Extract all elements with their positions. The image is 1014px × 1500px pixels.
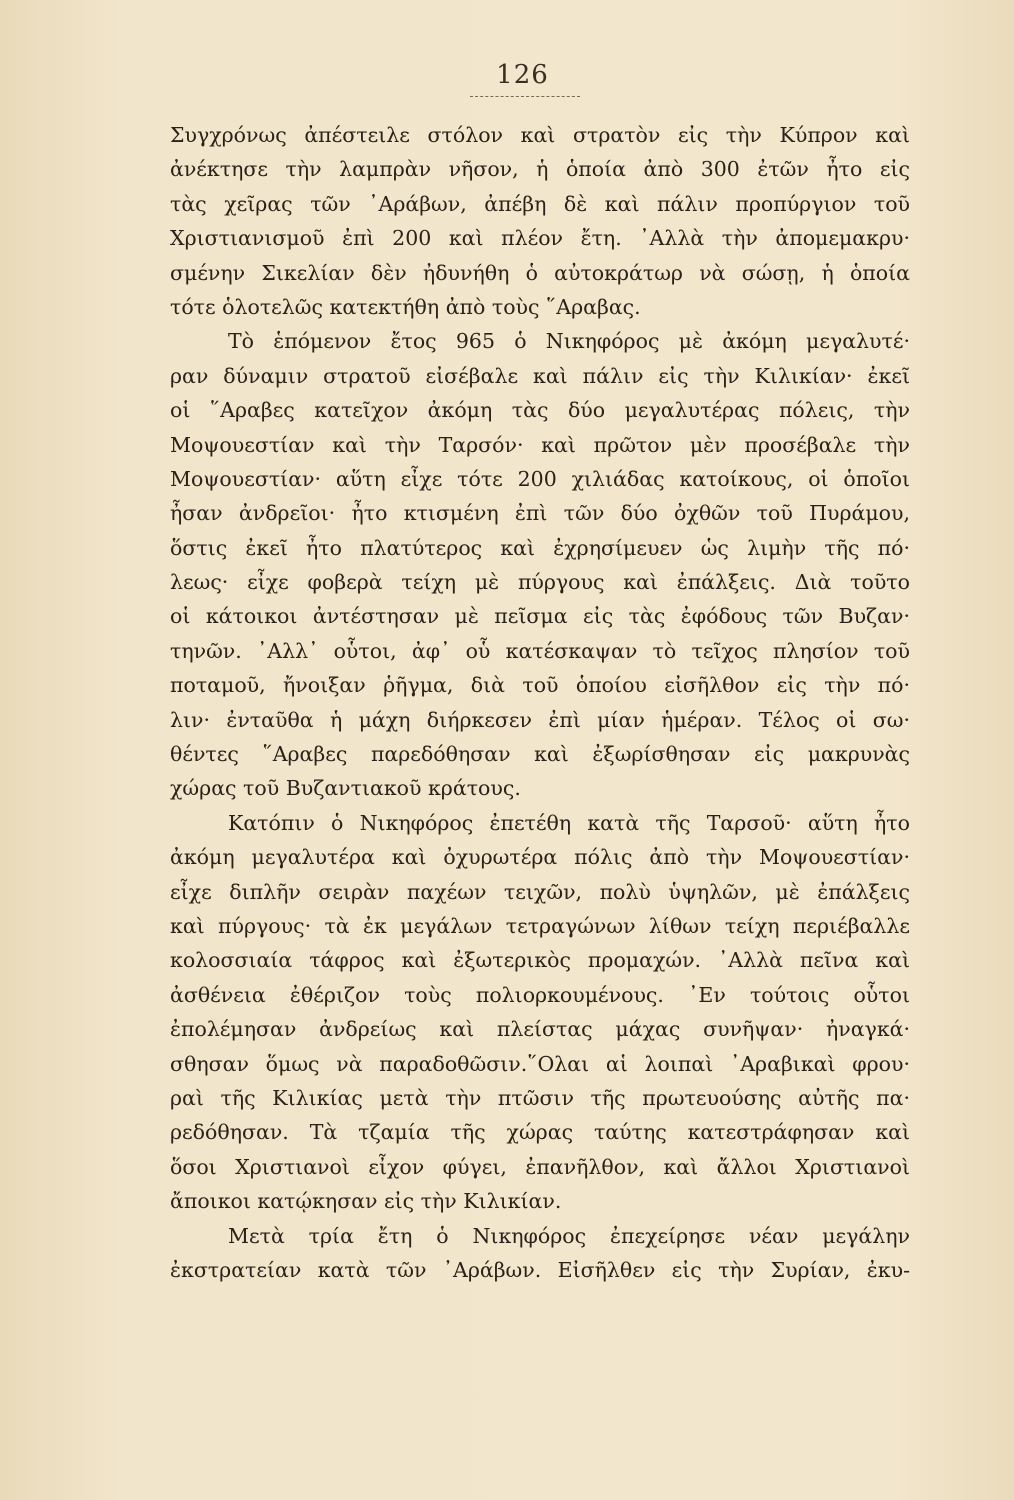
page-number: 126 — [496, 60, 549, 90]
text-line: καὶ πύργους· τὰ ἐκ μεγάλων τετραγώνων λίθων τείχη περιέβαλλε — [170, 913, 910, 938]
text-line: ὅστις ἐκεῖ ἦτο πλατύτερος καὶ ἐχρησίμευεν ὡς λιμὴν τῆς πό· — [170, 535, 910, 560]
text-line: λεως· εἶχε φοβερὰ τείχη μὲ πύργους καὶ ἐπάλξεις. Διὰ τοῦτο — [170, 570, 910, 595]
text-line: τότε ὁλοτελῶς κατεκτήθη ἀπὸ τοὺς ῞Αραβας. — [170, 294, 641, 319]
text-line: ἀκόμη μεγαλυτέρα καὶ ὀχυρωτέρα πόλις ἀπὸ τὴν Μοψουεστίαν· — [170, 845, 910, 870]
text-line: λιν· ἐνταῦθα ἡ μάχη διήρκεσεν ἐπὶ μίαν ἡμέραν. Τέλος οἱ σω· — [170, 707, 910, 732]
text-line: σμένην Σικελίαν δὲν ἠδυνήθη ὁ αὐτοκράτωρ νὰ σώσῃ, ἡ ὁποία — [170, 260, 910, 285]
text-line: ραὶ τῆς Κιλικίας μετὰ τὴν πτῶσιν τῆς πρωτευούσης αὐτῆς πα· — [170, 1085, 910, 1110]
text-line: χώρας τοῦ Βυζαντιακοῦ κράτους. — [170, 776, 521, 801]
text-line: εἶχε διπλῆν σειρὰν παχέων τειχῶν, πολὺ ὑψηλῶν, μὲ ἐπάλξεις — [170, 879, 910, 904]
text-line: ἄποικοι κατῴκησαν εἰς τὴν Κιλικίαν. — [170, 1189, 562, 1214]
body-text — [170, 118, 910, 1287]
text-line: Χριστιανισμοῦ ἐπὶ 200 καὶ πλέον ἔτη. ᾽Αλλὰ τὴν ἀπομεμακρυ· — [170, 226, 910, 251]
text-line: ποταμοῦ, ἤνοιξαν ῥῆγμα, διὰ τοῦ ὁποίου εἰσῆλθον εἰς τὴν πό· — [170, 673, 910, 698]
text-line: Μοψουεστίαν· αὕτη εἶχε τότε 200 χιλιάδας κατοίκους, οἱ ὁποῖοι — [170, 466, 910, 491]
text-line: Τὸ ἑπόμενον ἔτος 965 ὁ Νικηφόρος μὲ ἀκόμη μεγαλυτέ· — [228, 329, 910, 354]
text-line: κολοσσιαία τάφρος καὶ ἐξωτερικὸς προμαχών. ᾽Αλλὰ πεῖνα καὶ — [170, 948, 910, 973]
page-number-rule — [470, 96, 580, 97]
text-line: ραν δύναμιν στρατοῦ εἰσέβαλε καὶ πάλιν εἰς τὴν Κιλικίαν· ἐκεῖ — [170, 363, 910, 388]
text-line: ρεδόθησαν. Τὰ τζαμία τῆς χώρας ταύτης κατεστράφησαν καὶ — [170, 1120, 910, 1145]
text-line: τηνῶν. ᾽Αλλ᾽ οὗτοι, ἀφ᾽ οὗ κατέσκαψαν τὸ τεῖχος πλησίον τοῦ — [170, 638, 910, 663]
text-line: ἀνέκτησε τὴν λαμπρὰν νῆσον, ἡ ὁποία ἀπὸ 300 ἐτῶν ἦτο εἰς — [170, 157, 910, 182]
text-line: ἐκστρατείαν κατὰ τῶν ᾽Αράβων. Εἰσῆλθεν εἰς τὴν Συρίαν, ἐκυ- — [170, 1257, 910, 1282]
text-line: οἱ ῞Αραβες κατεῖχον ἀκόμη τὰς δύο μεγαλυτέρας πόλεις, τὴν — [170, 398, 910, 423]
text-line: Κατόπιν ὁ Νικηφόρος ἐπετέθη κατὰ τῆς Ταρσοῦ· αὕτη ἦτο — [228, 810, 910, 835]
text-line: οἱ κάτοικοι ἀντέστησαν μὲ πεῖσμα εἰς τὰς ἐφόδους τῶν Βυζαν· — [170, 604, 910, 629]
text-line: Συγχρόνως ἀπέστειλε στόλον καὶ στρατὸν εἰς τὴν Κύπρον καὶ — [170, 123, 910, 147]
text-line: ἀσθένεια ἐθέριζον τοὺς πολιορκουμένους. ᾽Εν τούτοις οὗτοι — [170, 982, 910, 1007]
text-line: ὅσοι Χριστιανοὶ εἶχον φύγει, ἐπανῆλθον, καὶ ἄλλοι Χριστιανοὶ — [170, 1154, 910, 1179]
text-line: τὰς χεῖρας τῶν ᾽Αράβων, ἀπέβη δὲ καὶ πάλιν προπύργιον τοῦ — [170, 191, 910, 216]
text-line: Μετὰ τρία ἔτη ὁ Νικηφόρος ἐπεχείρησε νέαν μεγάλην — [228, 1223, 910, 1248]
text-line: ἐπολέμησαν ἀνδρείως καὶ πλείστας μάχας συνῆψαν· ἠναγκά· — [170, 1017, 910, 1042]
text-line: ἦσαν ἀνδρεῖοι· ἦτο κτισμένη ἐπὶ τῶν δύο ὀχθῶν τοῦ Πυράμου, — [170, 501, 910, 526]
text-line: σθησαν ὅμως νὰ παραδοθῶσιν.῞Ολαι αἱ λοιπαὶ ᾽Αραβικαὶ φρου· — [170, 1051, 910, 1076]
text-line: Μοψουεστίαν καὶ τὴν Ταρσόν· καὶ πρῶτον μὲν προσέβαλε τὴν — [170, 432, 910, 457]
text-line: θέντες ῞Αραβες παρεδόθησαν καὶ ἐξωρίσθησαν εἰς μακρυνὰς — [170, 742, 910, 767]
